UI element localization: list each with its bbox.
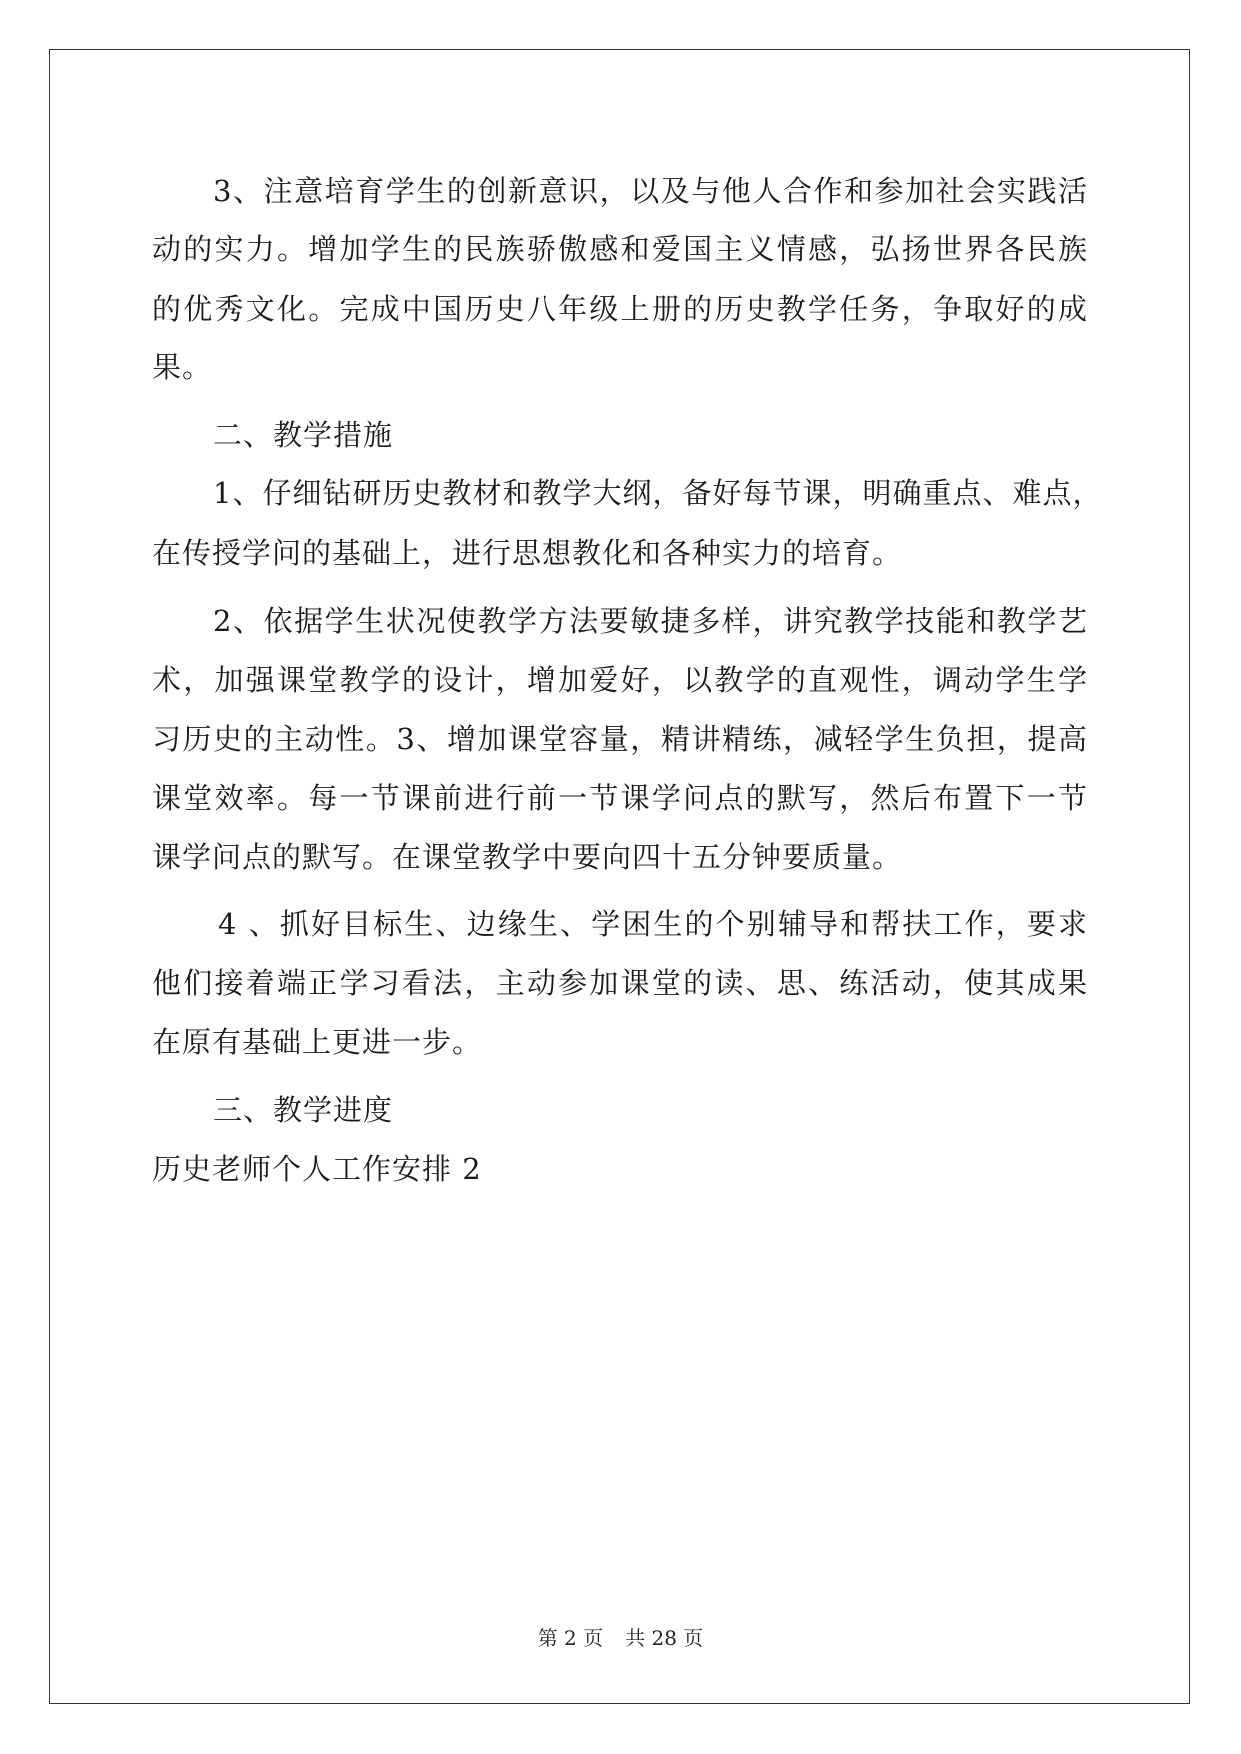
section-title: 历史老师个人工作安排 2 [152, 1152, 482, 1186]
paragraph-line: 课堂效率。每一节课前进行前一节课学问点的默写，然后布置下一节 [152, 781, 1088, 815]
paragraph-line: 在传授学问的基础上，进行思想教化和各种实力的培育。 [152, 536, 903, 570]
paragraph-line: 2、依据学生状况使教学方法要敏捷多样，讲究教学技能和教学艺 [213, 604, 1088, 638]
page-footer [0, 1625, 1241, 1651]
paragraph-line: 3、注意培育学生的创新意识，以及与他人合作和参加社会实践活 [213, 174, 1088, 208]
page-number: 第 2 页 [537, 1626, 604, 1650]
paragraph-line: 他们接着端正学习看法，主动参加课堂的读、思、练活动，使其成果 [152, 966, 1088, 1000]
paragraph-line: 1、仔细钻研历史教材和教学大纲，备好每节课，明确重点、难点， [213, 476, 1103, 510]
paragraph-line: 习历史的主动性。3、增加课堂容量，精讲精练，减轻学生负担，提高 [152, 722, 1088, 756]
paragraph-line: 的优秀文化。完成中国历史八年级上册的历史教学任务，争取好的成 [152, 292, 1088, 326]
section-heading: 三、教学进度 [213, 1093, 394, 1127]
section-heading: 二、教学措施 [213, 418, 394, 452]
paragraph-line: 果。 [152, 350, 213, 384]
paragraph-line: 4 、抓好目标生、边缘生、学困生的个别辅导和帮扶工作，要求 [218, 907, 1088, 941]
paragraph-line: 课学问点的默写。在课堂教学中要向四十五分钟要质量。 [152, 840, 903, 874]
paragraph-line: 术，加强课堂教学的设计，增加爱好，以教学的直观性，调动学生学 [152, 663, 1088, 697]
paragraph-line: 在原有基础上更进一步。 [152, 1025, 483, 1059]
paragraph-line: 动的实力。增加学生的民族骄傲感和爱国主义情感，弘扬世界各民族 [152, 232, 1088, 266]
total-pages: 共 28 页 [625, 1626, 704, 1650]
